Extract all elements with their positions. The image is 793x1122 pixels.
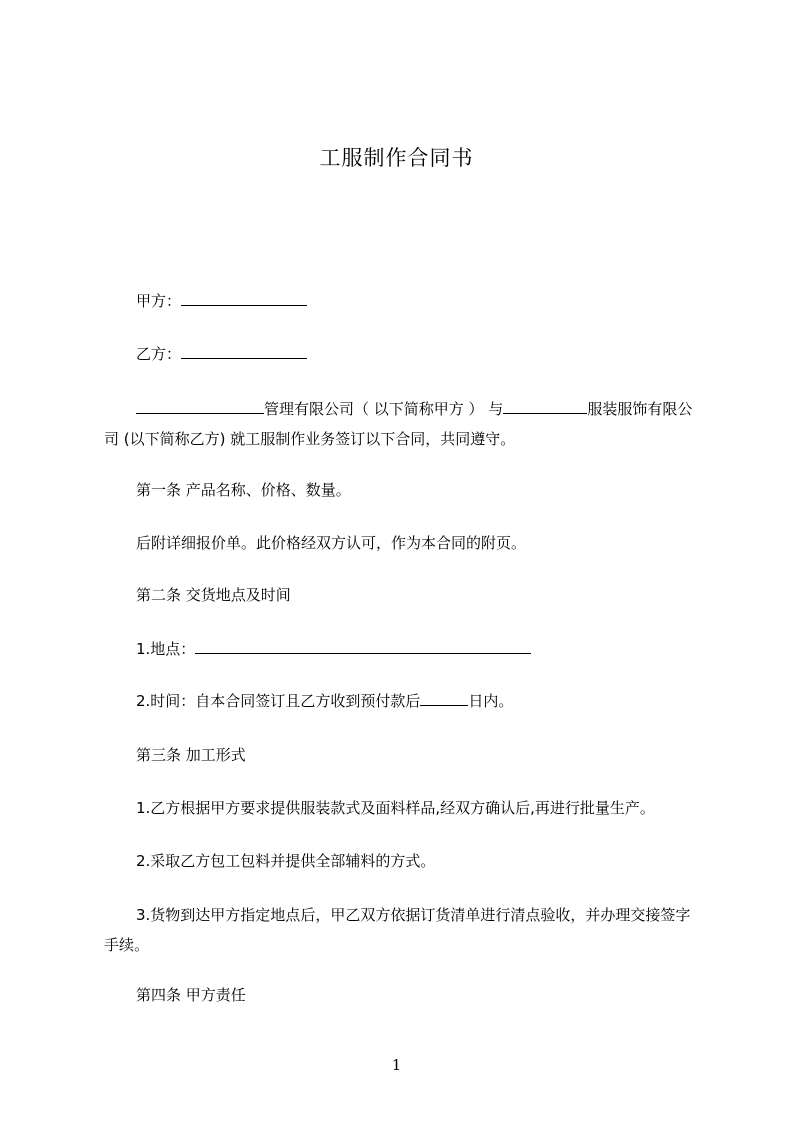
time-text-1: 2.时间：自本合同签订且乙方收到预付款后	[136, 692, 421, 710]
article-1-text: 后附详细报价单。此价格经双方认可，作为本合同的附页。	[136, 534, 527, 552]
document-title: 工服制作合同书	[319, 146, 474, 170]
party-a-label: 甲方：	[136, 292, 182, 310]
article-4-heading: 第四条 甲方责任	[136, 986, 246, 1004]
intro-part2: 服装服饰有限公司 (以下简称乙方) 就工服制作业务签订以下合同，共同遵守。	[104, 400, 693, 448]
page-number: 1	[391, 1056, 402, 1074]
location-label: 1.地点：	[136, 640, 196, 658]
party-b-label: 乙方：	[136, 345, 182, 363]
party-b-blank	[181, 344, 307, 359]
time-text-2: 日内。	[468, 692, 514, 710]
article-3-item-3: 3.货物到达甲方指定地点后，甲乙双方依据订货清单进行清点验收，并办理交接签字手续。	[104, 906, 691, 954]
company-b-blank	[503, 399, 587, 414]
days-blank	[420, 691, 468, 706]
article-1-heading: 第一条 产品名称、价格、数量。	[136, 481, 351, 499]
company-a-blank	[136, 399, 264, 414]
article-2-item-1	[136, 639, 531, 659]
article-3-item-2: 2.采取乙方包工包料并提供全部辅料的方式。	[136, 852, 436, 870]
article-2-heading: 第二条 交货地点及时间	[136, 586, 291, 604]
article-2-item-2	[136, 691, 513, 711]
location-blank	[195, 639, 531, 654]
party-b-line	[136, 344, 307, 364]
article-3-heading: 第三条 加工形式	[136, 746, 246, 764]
party-a-line	[136, 291, 307, 311]
intro-part1: 管理有限公司（ 以下简称甲方 ） 与	[264, 400, 504, 418]
party-a-blank	[181, 291, 307, 306]
article-3-item-1: 1.乙方根据甲方要求提供服装款式及面料样品,经双方确认后,再进行批量生产。	[136, 799, 655, 817]
intro-paragraph	[104, 394, 696, 454]
